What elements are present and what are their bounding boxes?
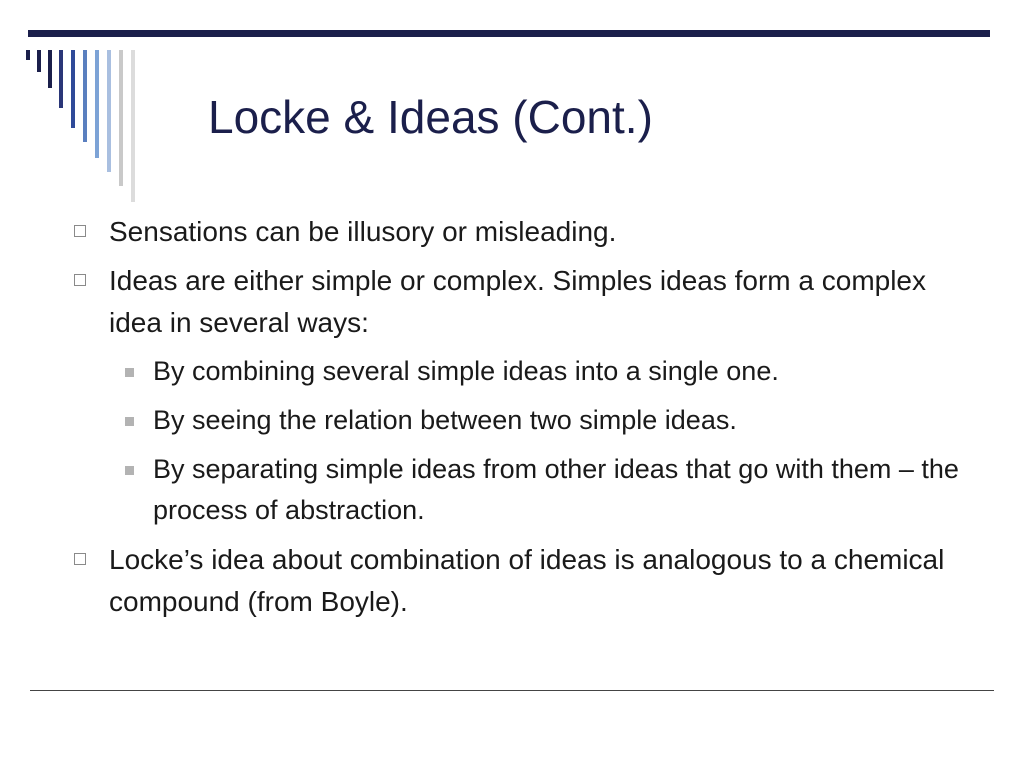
sub-bullet-text: By seeing the relation between two simple ideas.: [153, 405, 737, 435]
stripe: [131, 50, 135, 202]
stripe: [71, 50, 75, 128]
solid-square-bullet-icon: [125, 368, 134, 377]
solid-square-bullet-icon: [125, 466, 134, 475]
stripe: [95, 50, 99, 158]
stripe: [26, 50, 30, 60]
sub-bullet-item: [115, 449, 970, 531]
bullet-item: [70, 211, 970, 253]
bullet-list: [70, 211, 970, 630]
bullet-text: Ideas are either simple or complex. Simples ideas form a complex idea in several ways:: [109, 265, 927, 338]
solid-square-bullet-icon: [125, 417, 134, 426]
slide-title: Locke & Ideas (Cont.): [208, 91, 653, 143]
sub-bullet-item: [115, 400, 970, 441]
top-rule: [28, 30, 990, 37]
bullet-text: Sensations can be illusory or misleading.: [109, 216, 617, 247]
sub-bullet-item: [115, 351, 970, 392]
hollow-square-bullet-icon: [74, 225, 86, 237]
bullet-item: [70, 539, 970, 623]
decorative-stripes: [26, 50, 176, 210]
stripe: [59, 50, 63, 108]
stripe: [119, 50, 123, 186]
hollow-square-bullet-icon: [74, 274, 86, 286]
bullet-text: Locke’s idea about combination of ideas is analogous to a chemical compound (from Boyle).: [109, 544, 945, 617]
stripe: [83, 50, 87, 142]
stripe: [107, 50, 111, 172]
stripe: [48, 50, 52, 88]
hollow-square-bullet-icon: [74, 553, 86, 565]
sub-bullet-text: By separating simple ideas from other ideas that go with them – the process of abstraction.: [153, 454, 959, 525]
bullet-item: [70, 260, 970, 344]
stripe: [37, 50, 41, 72]
bottom-rule: [30, 690, 994, 691]
sub-bullet-text: By combining several simple ideas into a single one.: [153, 356, 779, 386]
